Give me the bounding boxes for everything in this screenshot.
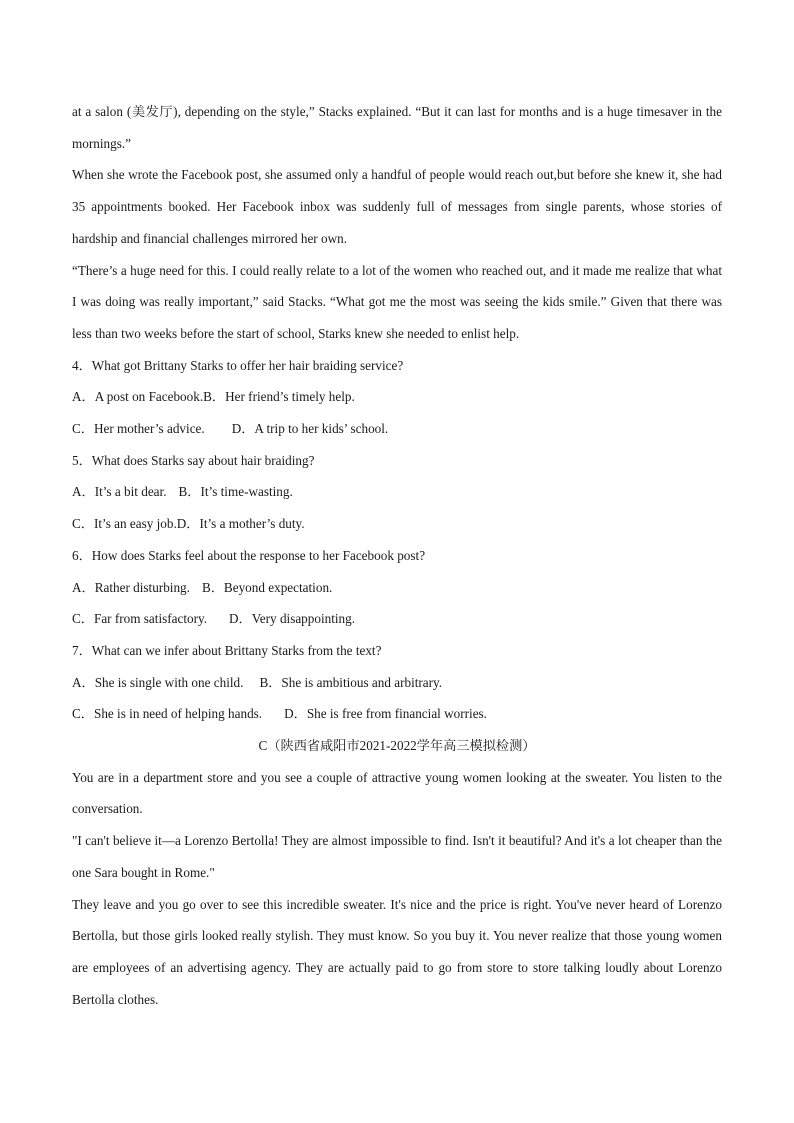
options-row xyxy=(72,413,722,445)
question-4 xyxy=(72,350,722,445)
passage-c-paragraph-3: They leave and you go over to see this incredible sweater. It's nice and the price is right. You've never heard of Lorenzo Bertolla, but those girls looked really stylish. They must know. So you buy it. You never realize that those young women are employees of an advertising agency. They are actually paid to go from store to store talking loudly about Lorenzo Bertolla clothes. xyxy=(72,896,722,1007)
options-row xyxy=(72,698,722,730)
option-text: D．A trip to her kids’ school. xyxy=(231,421,389,437)
option-text: C．Far from satisfactory. xyxy=(72,611,208,627)
question-stem: 7．What can we infer about Brittany Starks from the text? xyxy=(72,642,382,658)
option-text: B．She is ambitious and arbitrary. xyxy=(259,674,443,690)
options-row xyxy=(72,667,722,699)
passage-c-paragraph-1: You are in a department store and you see a couple of attractive young women looking at the sweater. You listen to the conversation. xyxy=(72,769,722,817)
section-c-heading: C（陕西省咸阳市2021-2022学年高三模拟检测） xyxy=(258,738,536,754)
option-text: D．Very disappointing. xyxy=(229,611,356,627)
question-7 xyxy=(72,635,722,730)
option-text: C．She is in need of helping hands. xyxy=(72,706,263,722)
passage-c-paragraph-2: "I can't believe it—a Lorenzo Bertolla! They are almost impossible to find. Isn't it beautiful? And it's a lot cheaper than the one Sara bought in Rome." xyxy=(72,833,722,880)
option-text: A．She is single with one child. xyxy=(72,674,244,690)
option-text: A．Rather disturbing. xyxy=(72,579,190,595)
options-row xyxy=(72,381,722,413)
passage-b-paragraph-2: When she wrote the Facebook post, she assumed only a handful of people would reach out,but before she knew it, she had 35 appointments booked. Her Facebook inbox was suddenly full of messages from single parents, whose stories of hardship and financial challenges mirrored her own. xyxy=(72,167,722,246)
options-row xyxy=(72,603,722,635)
option-text: A．It’s a bit dear. xyxy=(72,484,167,500)
question-6 xyxy=(72,540,722,635)
options-row xyxy=(72,572,722,604)
question-5 xyxy=(72,445,722,540)
options-row xyxy=(72,476,722,508)
passage-b-paragraph-1: at a salon (美发厅), depending on the style,” Stacks explained. “But it can last for months and is a huge timesaver in the mornings.” xyxy=(72,104,722,151)
question-stem: 5．What does Starks say about hair braiding? xyxy=(72,452,315,468)
passage-b-paragraph-3: “There’s a huge need for this. I could really relate to a lot of the women who reached out, and it made me realize that what I was doing was really important,” said Stacks. “What got me the most was seeing the kids smile.” Given that there was less than two weeks before the start of school, Starks knew she needed to enlist help. xyxy=(72,262,722,341)
option-text: B．It’s time-wasting. xyxy=(178,484,293,500)
options-row xyxy=(72,508,722,540)
option-text: C．Her mother’s advice. xyxy=(72,421,205,437)
option-text: B．Beyond expectation. xyxy=(201,579,333,595)
exam-page xyxy=(72,96,722,1015)
option-text: C．It’s an easy job.D．It’s a mother’s duty. xyxy=(72,516,305,532)
question-stem: 4．What got Brittany Starks to offer her hair braiding service? xyxy=(72,357,404,373)
option-text: D．She is free from financial worries. xyxy=(284,706,487,722)
option-text: A．A post on Facebook.B．Her friend’s timely help. xyxy=(72,389,355,405)
question-stem: 6．How does Starks feel about the response to her Facebook post? xyxy=(72,547,426,563)
